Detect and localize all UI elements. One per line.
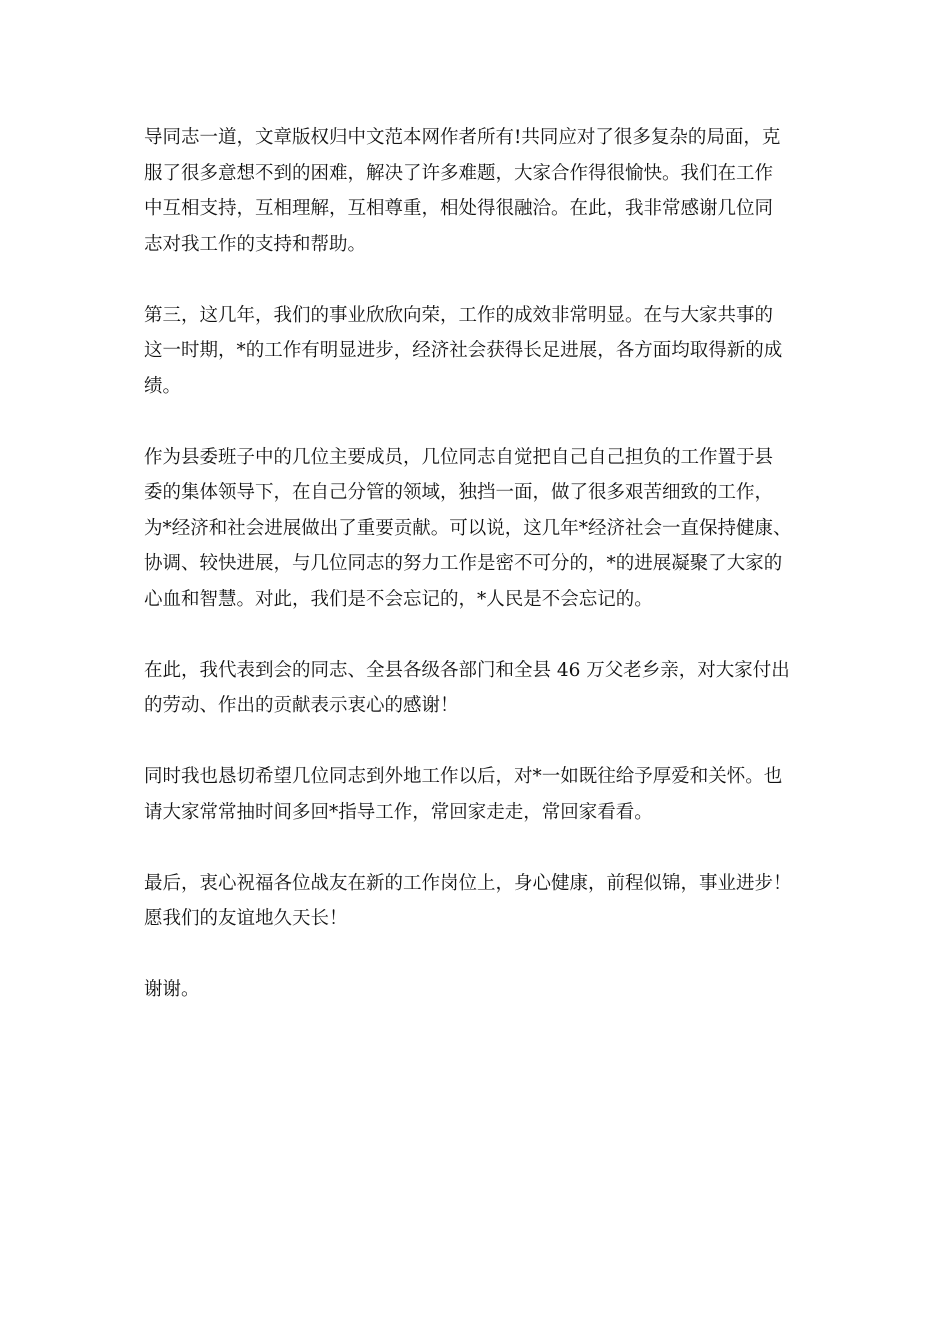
text-line: 第三，这几年，我们的事业欣欣向荣，工作的成效非常明显。在与大家共事的: [144, 304, 774, 326]
text-line: 在此，我代表到会的同志、全县各级各部门和全县 46 万父老乡亲，对大家付出: [144, 659, 790, 681]
paragraph-contributions: [144, 440, 806, 618]
text-line: 愿我们的友谊地久天长！: [144, 908, 348, 929]
text-line: 绩。: [144, 375, 182, 397]
text-line: 同时我也恳切希望几位同志到外地工作以后，对*一如既往给予厚爱和关怀。也: [144, 766, 783, 787]
text-line: 的劳动、作出的贡献表示衷心的感谢！: [144, 695, 459, 716]
paragraph-gap: [144, 830, 806, 866]
text-line: 委的集体领导下，在自己分管的领域，独挡一面，做了很多艰苦细致的工作，: [144, 482, 774, 503]
paragraph-blessing: [144, 866, 806, 937]
text-line: 中互相支持，互相理解，互相尊重，相处得很融洽。在此，我非常感谢几位同: [144, 198, 774, 219]
paragraph-closing: [144, 972, 806, 1008]
paragraph-third-point: [144, 298, 806, 405]
paragraph-gap: [144, 724, 806, 760]
text-line: 请大家常常抽时间多回*指导工作，常回家走走，常回家看看。: [144, 801, 653, 823]
paragraph-gap: [144, 937, 806, 973]
text-line: 导同志一道，文章版权归中文范本网作者所有!共同应对了很多复杂的局面，克: [144, 127, 781, 148]
paragraph-gap: [144, 404, 806, 440]
paragraph-thanks-cooperation: [144, 120, 806, 262]
text-line: 作为县委班子中的几位主要成员，几位同志自觉把自己自己担负的工作置于县: [144, 446, 774, 468]
text-line: 为*经济和社会进展做出了重要贡献。可以说，这几年*经济社会一直保持健康、: [144, 517, 792, 539]
text-line: 协调、较快进展，与几位同志的努力工作是密不可分的，*的进展凝聚了大家的: [144, 553, 783, 574]
text-line: 这一时期，*的工作有明显进步，经济社会获得长足进展，各方面均取得新的成: [144, 340, 783, 361]
text-line: 服了很多意想不到的困难，解决了许多难题，大家合作得很愉快。我们在工作: [144, 162, 774, 184]
paragraph-gratitude: [144, 653, 806, 724]
text-line: 最后，衷心祝福各位战友在新的工作岗位上，身心健康，前程似锦，事业进步！: [144, 872, 792, 894]
paragraph-hope: [144, 759, 806, 830]
text-line: 谢谢。: [144, 979, 200, 1000]
text-line: 心血和智慧。对此，我们是不会忘记的，*人民是不会忘记的。: [144, 588, 653, 610]
document-body: [144, 120, 806, 1008]
paragraph-gap: [144, 617, 806, 653]
text-line: 志对我工作的支持和帮助。: [144, 233, 367, 255]
paragraph-gap: [144, 262, 806, 298]
